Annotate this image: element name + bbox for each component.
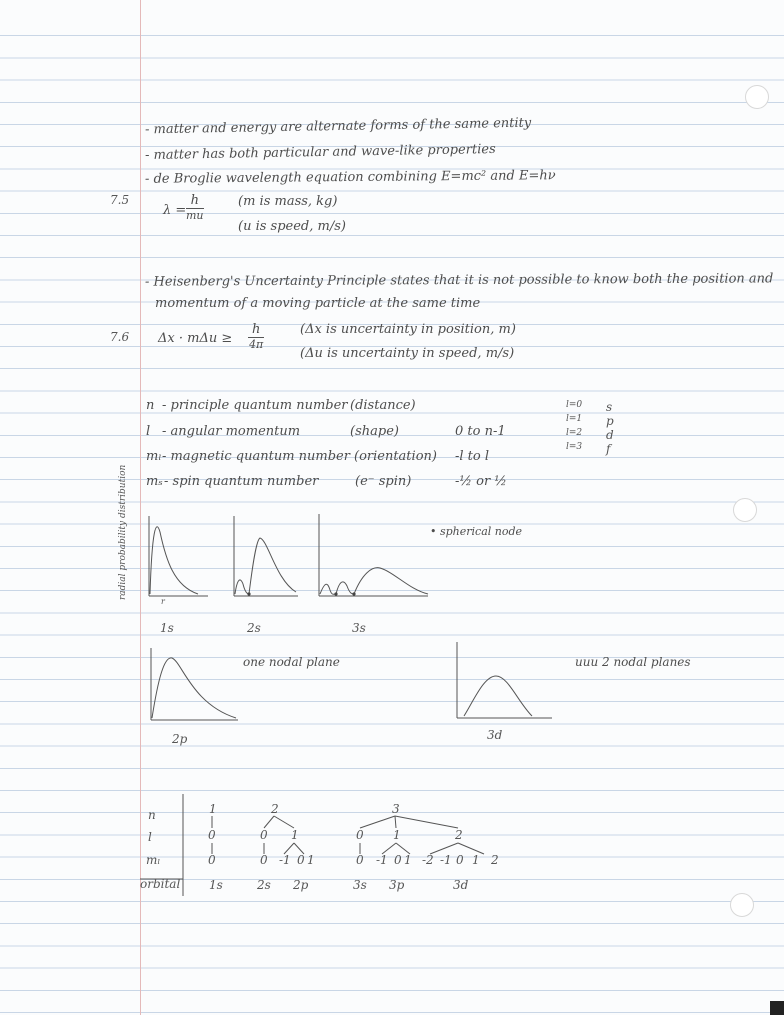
binder-hole [745,85,769,109]
tree-ml-value: 0 [260,853,268,867]
tree-row-label: orbital [140,877,181,891]
l-letter: s [606,400,613,414]
numerator: h [248,322,264,338]
l-value: l=1 [566,414,583,424]
qn-meaning: (shape) [350,424,399,439]
note-line: - de Broglie wavelength equation combining E=mc² and E=hν [144,168,556,187]
qn-range: 0 to n-1 [455,424,506,439]
spherical-node [334,592,337,595]
tree-ml-value: 1 [404,853,412,867]
orbital-curve-3d [464,676,532,716]
tree-row-label: l [148,830,152,844]
tree-ml-value: -1 [279,853,291,867]
qn-range: -l to l [455,449,490,464]
equation-note: (Δx is uncertainty in position, m) [300,322,516,337]
y-axis-label: radial probability distribution [118,464,128,600]
spherical-node [247,592,250,595]
x-axis-label: r [161,597,165,606]
tree-row-label: n [148,808,156,822]
l-value: l=0 [566,400,583,410]
orbital-label: 1s [160,621,174,635]
equation-fraction [248,322,264,351]
tree-ml-value: 0 [297,853,305,867]
tree-ml-value: 1 [472,853,480,867]
l-value: l=2 [566,428,583,438]
note-line: momentum of a moving particle at the same time [155,296,481,311]
note-line: - Heisenberg's Uncertainty Principle states that it is not possible to know both the position and [144,271,774,290]
denominator: mu [186,209,204,222]
tree-n-value: 2 [271,802,279,816]
qn-meaning: (orientation) [354,449,437,464]
tree-orbital: 3d [453,878,469,892]
qn-meaning: (distance) [350,398,416,413]
equation-number: 7.5 [110,193,130,207]
radial-curve-1s [150,527,198,594]
binder-hole [730,893,754,917]
orbital-label: 2p [172,732,188,746]
tree-ml-value: 0 [208,853,216,867]
tree-ml-value: 0 [356,853,364,867]
qn-symbol: l [146,424,151,439]
note-line: - matter has both particular and wave-like properties [144,141,496,164]
tree-l-value: 0 [208,828,216,842]
tree-n-value: 1 [209,802,217,816]
denominator: 4π [249,338,264,351]
qn-name: - angular momentum [162,424,301,439]
l-letter: d [606,428,614,442]
tree-l-value: 0 [260,828,268,842]
note-line: - matter and energy are alternate forms of the same entity [144,115,532,138]
orbital-shape-sketch [140,640,560,730]
qn-meaning: (e⁻ spin) [355,474,412,489]
equation-fraction [186,193,204,222]
equation-note: (u is speed, m/s) [238,219,346,234]
tree-ml-value: 0 [456,853,464,867]
tree-ml-value: 2 [491,853,499,867]
tree-ml-value: -1 [376,853,388,867]
equation-number: 7.6 [110,330,130,344]
spherical-node [352,592,355,595]
tree-ml-value: 0 [394,853,402,867]
tree-l-value: 1 [291,828,299,842]
tree-row-label: mₗ [146,853,161,867]
scan-corner-mark [770,1001,784,1015]
orbital-label: 3s [352,621,366,635]
radial-curve-2s [235,538,296,594]
equation-lhs: Δx · mΔu ≥ [158,331,233,346]
orbital-label: 3d [487,728,503,742]
equation-note: (m is mass, kg) [238,194,338,209]
tree-orbital: 2s [257,878,271,892]
node-note: • spherical node [430,525,523,538]
qn-symbol: mₛ [146,474,163,489]
tree-l-value: 2 [455,828,463,842]
nodal-plane-note: uuu 2 nodal planes [575,655,691,669]
l-letter: p [606,414,614,428]
nodal-plane-note: one nodal plane [243,655,340,669]
tree-ml-value: 1 [307,853,315,867]
equation-lhs: λ = [163,203,187,218]
l-letter: f [606,442,611,456]
qn-name: - spin quantum number [164,474,319,489]
tree-n-value: 3 [392,802,400,816]
tree-l-value: 0 [356,828,364,842]
numerator: h [186,193,204,209]
binder-hole [733,498,757,522]
qn-symbol: n [146,398,155,413]
radial-curve-3s [320,568,428,595]
qn-name: - magnetic quantum number [162,449,350,464]
tree-l-value: 1 [393,828,401,842]
tree-orbital: 3p [389,878,405,892]
l-value: l=3 [566,442,583,452]
qn-range: -½ or ½ [455,474,507,489]
tree-orbital: 3s [353,878,367,892]
orbital-label: 2s [247,621,261,635]
orbital-curve-2p [152,658,236,718]
tree-orbital: 2p [293,878,309,892]
qn-name: - principle quantum number [162,398,348,413]
qn-symbol: mₗ [146,449,162,464]
tree-ml-value: -1 [440,853,452,867]
radial-distribution-sketch [140,510,430,610]
tree-orbital: 1s [209,878,223,892]
equation-note: (Δu is uncertainty in speed, m/s) [300,346,515,361]
tree-ml-value: -2 [422,853,434,867]
